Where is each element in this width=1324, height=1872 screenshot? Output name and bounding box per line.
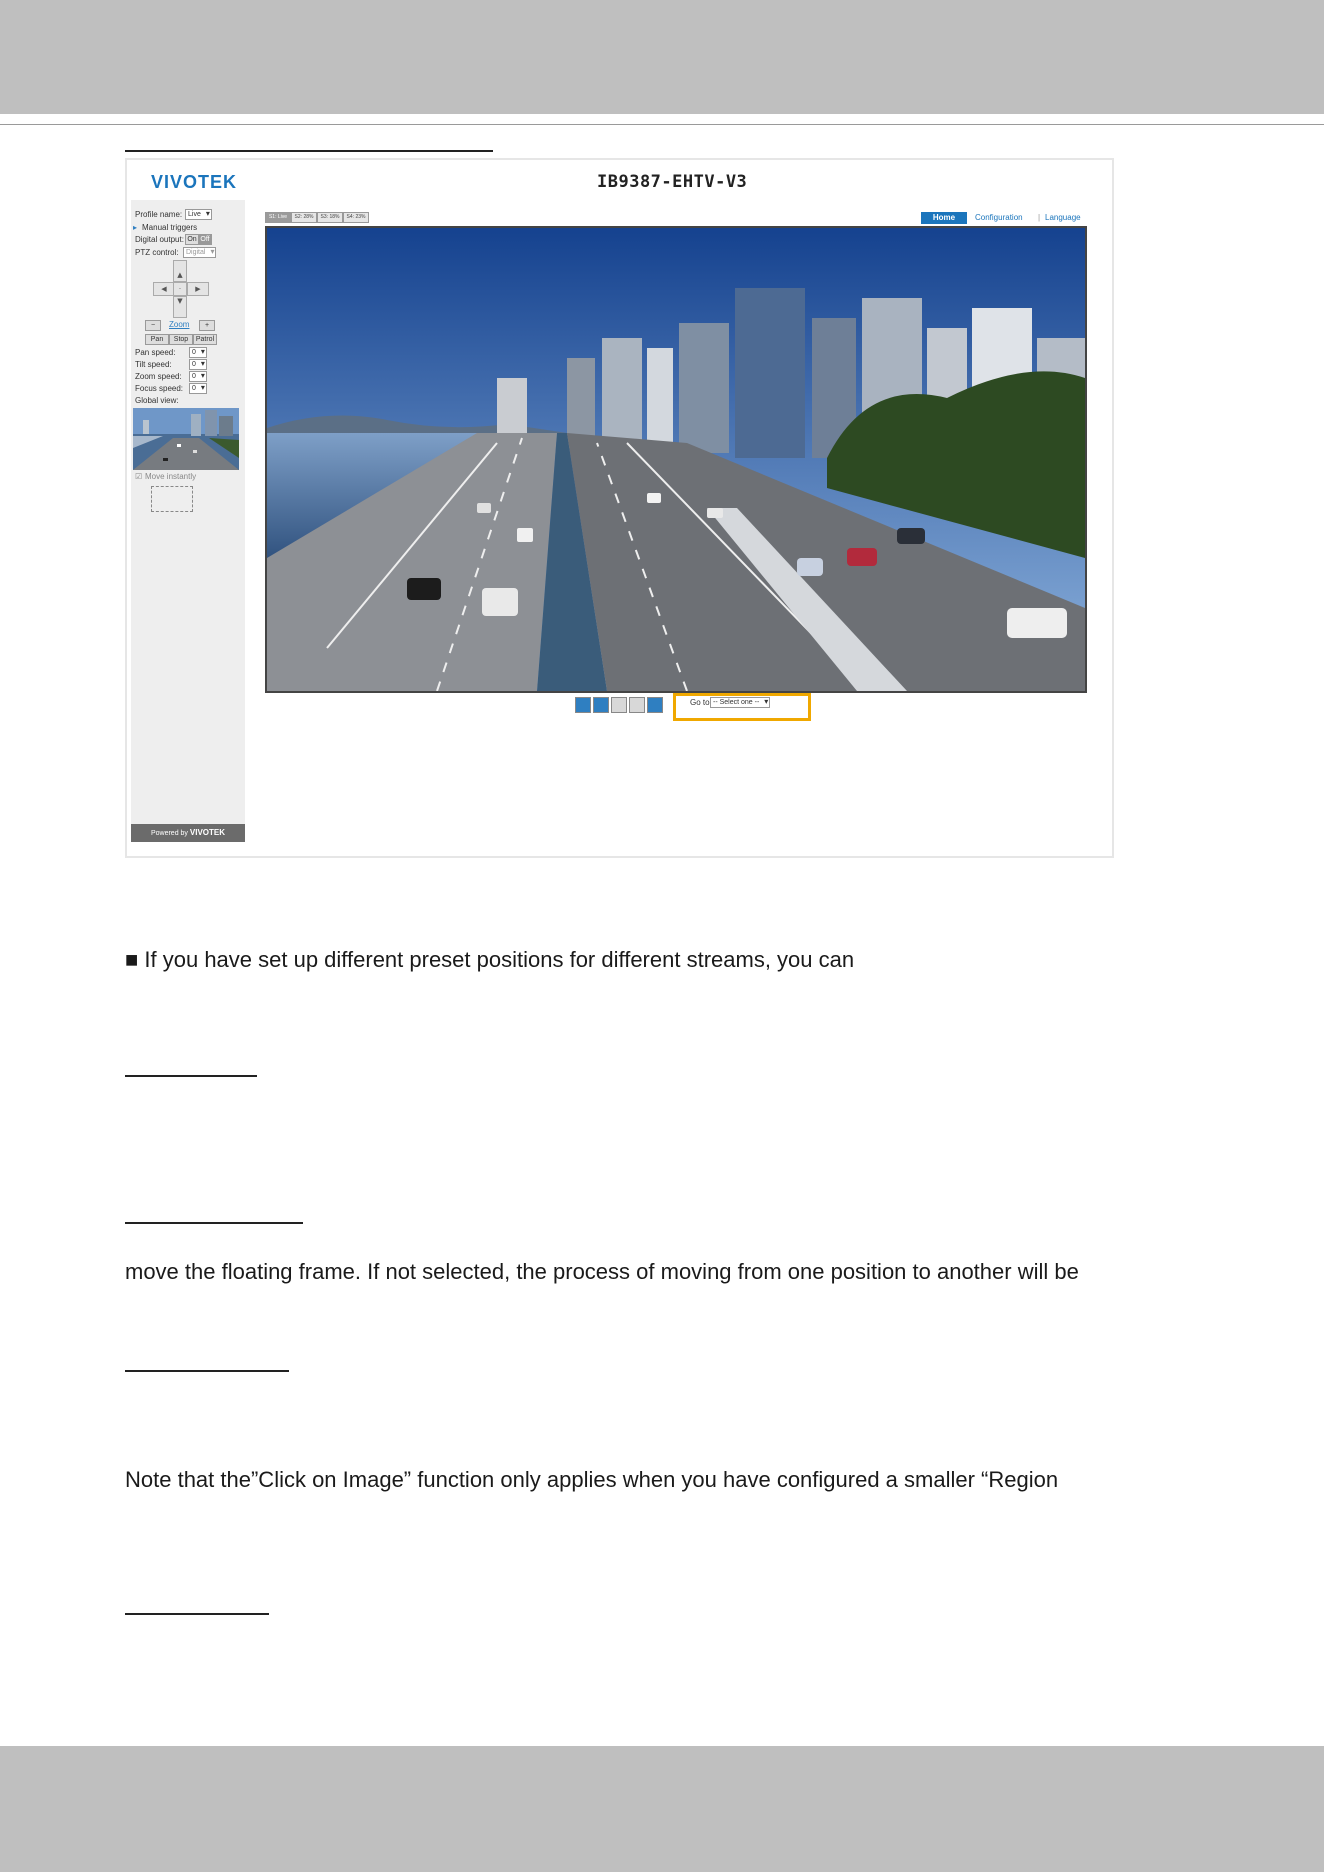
header-rule — [0, 124, 1324, 125]
powered-by-label: Powered by — [150, 830, 188, 837]
nav-separator: | — [1038, 213, 1041, 222]
goto-label: Go to — [690, 698, 710, 707]
focus-speed-label: Focus speed: — [135, 384, 184, 393]
tilt-up-icon[interactable]: ▲ — [173, 260, 187, 282]
heading-underline-2 — [125, 1222, 303, 1224]
global-view-thumbnail[interactable] — [133, 408, 239, 470]
profile-name-label: Profile name: — [135, 210, 183, 219]
volume-icon[interactable] — [629, 697, 645, 713]
paragraph-click-on-image: Note that the”Click on Image” function only applies when you have configured a smaller “Region — [125, 1467, 1059, 1492]
global-view-label: Global view: — [135, 396, 179, 405]
digital-output-on-button[interactable]: On — [185, 234, 199, 245]
goto-preset-select[interactable]: -- Select one -- ▾ — [710, 697, 770, 708]
powered-by-footer — [131, 824, 245, 842]
move-instantly-checkbox[interactable]: ☑ — [135, 472, 143, 481]
control-sidebar — [131, 200, 245, 842]
powered-by-brand: VIVOTEK — [189, 828, 226, 837]
zoom-speed-select[interactable]: 0 ▾ — [189, 371, 207, 382]
nav-home-link[interactable]: Home — [921, 212, 967, 224]
zoom-out-icon[interactable]: − — [145, 320, 161, 331]
camera-model-title: IB9387-EHTV-V3 — [597, 172, 748, 192]
nav-language-link[interactable]: Language — [1045, 213, 1081, 222]
pan-left-icon[interactable]: ◀ — [153, 282, 175, 296]
ptz-control-label: PTZ control: — [135, 248, 179, 257]
tilt-down-icon[interactable]: ▼ — [173, 296, 187, 318]
record-icon[interactable] — [611, 697, 627, 713]
digital-output-off-button[interactable]: Off — [198, 234, 212, 245]
profile-name-select[interactable]: Live ▾ — [185, 209, 212, 220]
caption-underline — [125, 150, 493, 152]
heading-underline-3 — [125, 1370, 289, 1372]
floating-frame-preview — [151, 486, 193, 512]
tab-stream-3[interactable]: S3: 18% — [317, 212, 343, 223]
pan-button[interactable]: Pan — [145, 334, 169, 345]
manual-triggers-label[interactable]: Manual triggers — [142, 223, 198, 232]
focus-speed-select[interactable]: 0 ▾ — [189, 383, 207, 394]
live-view-image[interactable] — [265, 226, 1087, 693]
stop-button[interactable]: Stop — [169, 334, 193, 345]
zoom-speed-label: Zoom speed: — [135, 372, 182, 381]
heading-underline-4 — [125, 1613, 269, 1615]
heading-underline-1 — [125, 1075, 257, 1077]
home-center-icon[interactable]: · — [173, 282, 187, 296]
tab-stream-2[interactable]: S2: 28% — [291, 212, 317, 223]
paragraph-preset-streams: ■ If you have set up different preset positions for different streams, you can — [125, 947, 855, 972]
expand-arrow-icon[interactable]: ▸ — [133, 223, 138, 232]
paragraph-floating-frame: move the floating frame. If not selected, the process of moving from one position to another will be — [125, 1259, 1079, 1284]
page-header-band — [0, 0, 1324, 114]
page-footer-band — [0, 1746, 1324, 1872]
stop-icon[interactable] — [593, 697, 609, 713]
move-instantly-label: Move instantly — [145, 472, 197, 481]
fullscreen-icon[interactable] — [647, 697, 663, 713]
snapshot-icon[interactable] — [575, 697, 591, 713]
zoom-in-icon[interactable]: + — [199, 320, 215, 331]
tilt-speed-select[interactable]: 0 ▾ — [189, 359, 207, 370]
tab-stream-4[interactable]: S4: 23% — [343, 212, 369, 223]
pan-speed-label: Pan speed: — [135, 348, 176, 357]
digital-output-label: Digital output: — [135, 235, 184, 244]
tilt-speed-label: Tilt speed: — [135, 360, 172, 369]
pan-speed-select[interactable]: 0 ▾ — [189, 347, 207, 358]
camera-ui-screenshot — [125, 158, 1114, 858]
patrol-button[interactable]: Patrol — [193, 334, 217, 345]
pan-right-icon[interactable]: ▶ — [187, 282, 209, 296]
goto-highlight-box — [673, 693, 811, 721]
vivotek-logo: VIVOTEK — [151, 172, 238, 192]
zoom-label: Zoom — [169, 320, 190, 329]
nav-configuration-link[interactable]: Configuration — [975, 213, 1023, 222]
ptz-control-select[interactable]: Digital ▾ — [183, 247, 216, 258]
tab-stream-1[interactable]: S1: Live — [265, 212, 291, 223]
